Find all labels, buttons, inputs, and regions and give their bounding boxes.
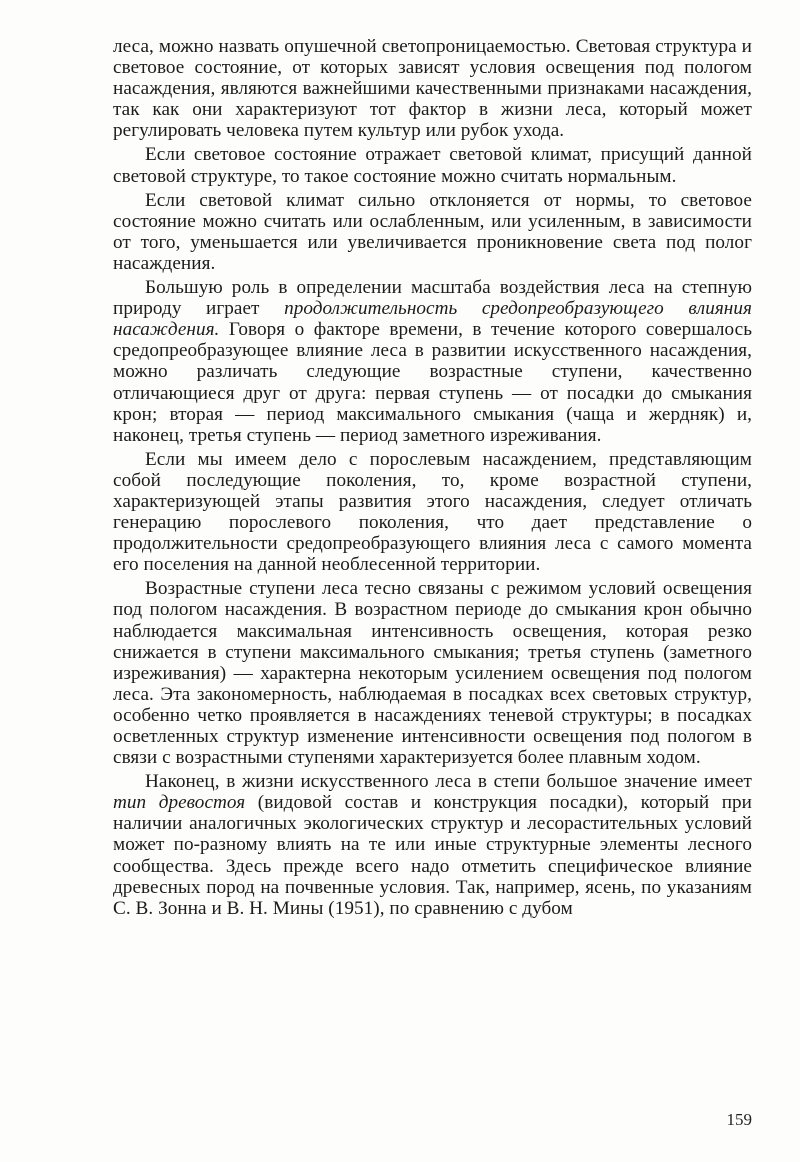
text-segment: Возрастные ступени леса тесно связаны с режимом условий освещения под пологом насаждения. В возрастном периоде до смыкания крон обычно наблюдается максимальная интенсивность освещения, которая резко снижается в ступени максимального смыкания; третья ступень (заметного изреживания) — характерна некоторым усилением освещения под пологом леса. Эта закономерность, наблюдаемая в посадках всех световых структур, особенно четко проявляется в насаждениях теневой структуры; в посадках осветленных структур изменение интенсивности освещения под пологом в связи с возрастными ступенями характеризуется более плавным ходом. (113, 578, 752, 769)
paragraph (113, 144, 752, 186)
paragraph (113, 578, 752, 768)
text-segment: Если световой климат сильно отклоняется от нормы, то световое состояние можно считать или ослабленным, или усиленным, в зависимости от того, уменьшается или увеличивается проникновение света под полог насаждения. (113, 189, 752, 274)
text-segment: Если мы имеем дело с порослевым насаждением, представляющим собой последующие поколения, то, кроме возрастной ступени, характеризующей этапы развития этого насаждения, следует отличать генерацию порослевого поколения, что дает представление о продолжительности средопреобразующего влияния леса с самого момента его поселения на данной необлесенной территории. (113, 448, 752, 576)
text-segment: Говоря о факторе времени, в течение которого совершалось средопреобразующее влияние леса в развитии искусственного насаждения, можно различать следующие возрастные ступени, качественно отличающиеся друг от друга: первая ступень — от посадки до смыкания крон; вторая — период максимального смыкания (чаща и жердняк) и, наконец, третья ступень — период заметного изреживания. (113, 319, 752, 446)
paragraph (113, 36, 752, 141)
italic-term: тип древостоя (113, 792, 246, 814)
text-segment: Наконец, в жизни искусственного леса в степи большое значение имеет (145, 771, 752, 793)
body-text (113, 36, 752, 919)
italic-term: продолжительность средопреобразующего влияния насаждения. (113, 298, 752, 341)
text-segment: Если световое состояние отражает световой климат, присущий данной световой структуре, то такое состояние можно считать нормальным. (113, 144, 752, 187)
text-segment: леса, можно назвать опушечной светопроницаемостью. Световая структура и световое состояние, от которых зависят условия освещения под пологом насаждения, являются важнейшими качественными признаками насаждения, так как они характеризуют тот фактор в жизни леса, который может регулировать человека путем культур или рубок ухода. (113, 36, 752, 142)
page-number: 159 (726, 1110, 752, 1129)
paragraph (113, 771, 752, 919)
text-segment: (видовой состав и конструкция посадки), который при наличии аналогичных экологических структур и лесорастительных условий может по-разному влиять на те или иные структурные элементы лесного сообщества. Здесь прежде всего надо отметить специфическое влияние древесных пород на почвенные условия. Так, например, ясень, по указаниям С. В. Зонна и В. Н. Мины (1951), по сравнению с дубом (113, 792, 752, 919)
paragraph (113, 277, 752, 446)
paragraph (113, 449, 752, 576)
text-segment: Большую роль в определении масштаба воздействия леса на степную природу играет (113, 277, 752, 320)
paragraph (113, 190, 752, 274)
